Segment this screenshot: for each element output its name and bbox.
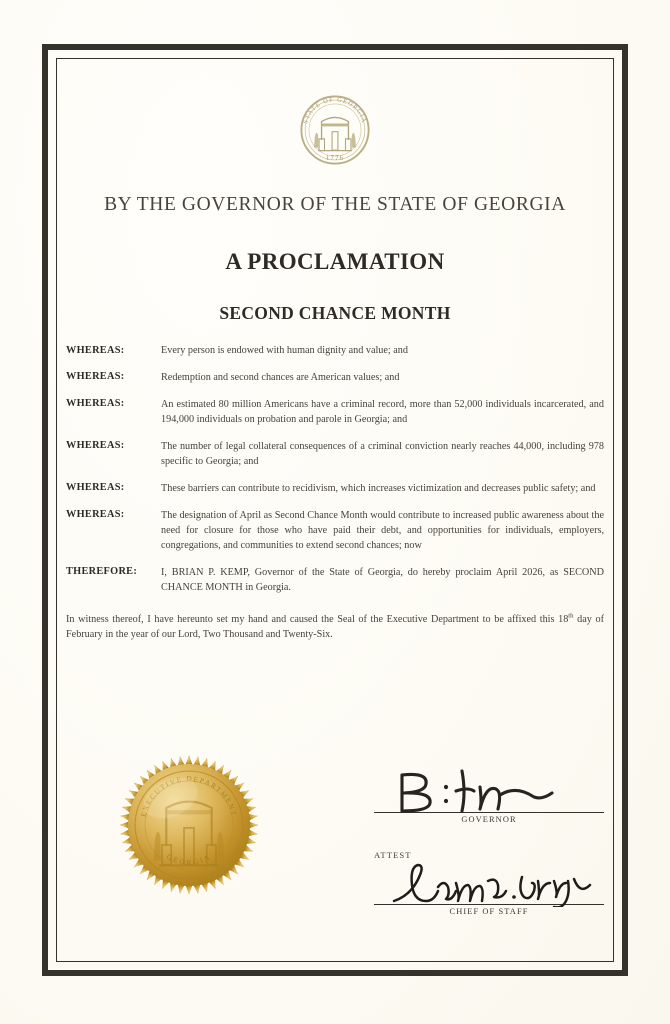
clause-row	[66, 398, 604, 428]
clause-text: These barriers can contribute to recidivism, which increases victimization and decreases public safety; and	[161, 482, 596, 494]
chief-of-staff-signature-ink	[374, 862, 604, 904]
clause-label: WHEREAS:	[66, 398, 125, 410]
clause-label: WHEREAS:	[66, 482, 125, 494]
attest-label: ATTEST	[374, 850, 412, 860]
clause-label: WHEREAS:	[66, 371, 125, 383]
clause-label: WHEREAS:	[66, 344, 125, 356]
governor-signature-ink	[374, 770, 604, 812]
governor-title: GOVERNOR	[461, 815, 517, 824]
witness-day-number: 18	[558, 613, 569, 625]
clause-row	[66, 371, 604, 386]
gold-embossed-seal-icon	[118, 754, 260, 896]
clause-label: THEREFORE:	[66, 566, 138, 578]
clause-row	[66, 482, 604, 497]
clause-text: An estimated 80 million Americans have a criminal record, more than 52,000 individuals incarcerated, and 194,000 individuals on probation and parole in Georgia; and	[161, 398, 604, 425]
clause-row	[66, 440, 604, 470]
subject-heading: SECOND CHANCE MONTH	[219, 303, 451, 323]
governor-signature-block	[374, 770, 604, 824]
svg-text:1776: 1776	[325, 154, 345, 163]
clause-text: The number of legal collateral consequences of a criminal conviction nearly reaches 44,000, including 978 specific to Georgia; and	[161, 440, 604, 467]
clause-list	[66, 344, 604, 596]
clause-text: Every person is endowed with human dignity and value; and	[161, 345, 408, 356]
svg-text:EXECUTIVE DEPARTMENT: EXECUTIVE DEPARTMENT	[139, 774, 239, 818]
clause-label: WHEREAS:	[66, 509, 125, 521]
document-content	[66, 62, 604, 962]
governor-line: BY THE GOVERNOR OF THE STATE OF GEORGIA	[104, 194, 566, 215]
proclamation-heading: A PROCLAMATION	[225, 249, 445, 274]
witness-day-ordinal-suffix: th	[568, 612, 574, 620]
svg-text:STATE OF GEORGIA: STATE OF GEORGIA	[302, 96, 368, 125]
clause-row	[66, 509, 604, 554]
georgia-state-seal-icon	[293, 88, 377, 172]
chief-of-staff-title: CHIEF OF STAFF	[449, 907, 529, 916]
state-seal-container	[66, 88, 604, 172]
attest-signature-block	[374, 850, 604, 916]
clause-row	[66, 344, 604, 359]
signature-zone	[66, 702, 604, 937]
clause-text: I, BRIAN P. KEMP, Governor of the State of Georgia, do hereby proclaim April 2026, as SECOND CHANCE MONTH in Georgia.	[161, 566, 604, 593]
clause-row-therefore	[66, 566, 604, 596]
clause-text: The designation of April as Second Chance Month would contribute to increased public awareness about the need for closure for those who have paid their debt, and opportunities for individuals, employers, congregations, and communities to extend second chances; now	[161, 509, 604, 551]
clause-label: WHEREAS:	[66, 440, 125, 452]
witness-text-part1: In witness thereof, I have hereunto set my hand and caused the Seal of the Executive Department to be affixed this	[66, 613, 559, 625]
witness-text-part2: day of February in the year of our Lord, Two Thousand and Twenty-Six.	[66, 613, 604, 641]
svg-text:GEORGIA: GEORGIA	[165, 851, 213, 867]
witness-paragraph	[66, 612, 604, 643]
clause-text: Redemption and second chances are American values; and	[161, 371, 400, 383]
